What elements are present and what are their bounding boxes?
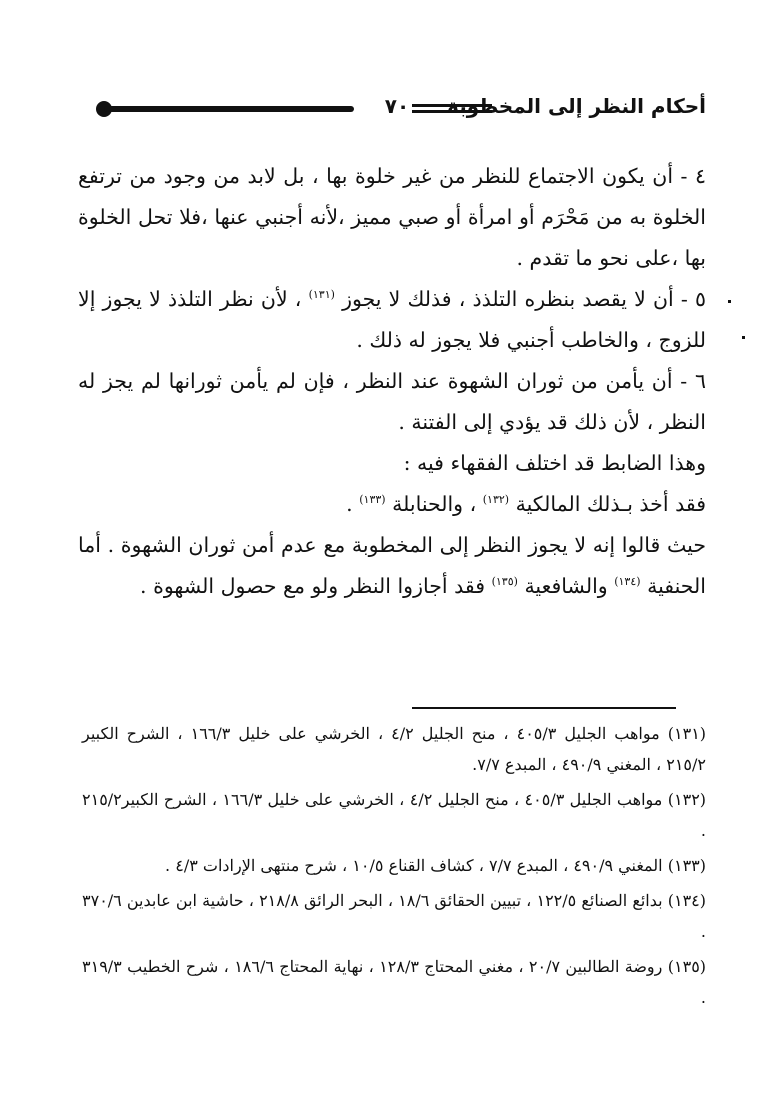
footnote-text: بدائع الصنائع ١٢٢/٥ ، تبيين الحقائق ١٨/٦ ، البحر الرائق ٢١٨/٨ ، حاشية ابن عابدين ٣٧٠/٦ .	[82, 891, 706, 941]
footnote-ref[interactable]: (١٣١)	[308, 288, 335, 302]
paragraph-text: فقد أجازوا النظر ولو مع حصول الشهوة .	[140, 574, 486, 598]
condition-4-paragraph	[78, 156, 706, 279]
paragraph-text: والشافعية	[524, 574, 608, 598]
page-number: ٧٠	[384, 94, 410, 118]
paragraph-text: ، لأن نظر التلذذ لا يجوز إلا للزوج ، والخاطب أجنبي فلا يجوز له ذلك .	[78, 287, 706, 352]
paragraph-text: ، والحنابلة	[392, 492, 477, 516]
footnote-separator	[412, 707, 676, 709]
footnote-134	[82, 885, 706, 947]
hanafi-shafii-paragraph	[78, 525, 706, 607]
condition-5-paragraph	[78, 279, 706, 361]
footnote-number: (١٣٢)	[667, 790, 707, 809]
footnote-ref[interactable]: (١٣٣)	[359, 493, 386, 507]
condition-6-paragraph	[78, 361, 706, 443]
footnote-ref[interactable]: (١٣٥)	[491, 575, 518, 589]
footnote-text: روضة الطالبين ٢٠/٧ ، مغني المحتاج ١٢٨/٣ ، نهاية المحتاج ١٨٦/٦ ، شرح الخطيب ٣١٩/٣ .	[82, 957, 706, 1007]
footnote-number: (١٣٣)	[667, 856, 706, 875]
paragraph-text: ٥ - أن لا يقصد بنظره التلذذ ، فذلك لا يجوز	[342, 287, 706, 311]
margin-mark	[728, 300, 731, 303]
disagreement-intro-paragraph	[78, 443, 706, 484]
footnote-number: (١٣١)	[667, 724, 707, 743]
paragraph-text: .	[346, 492, 353, 516]
footnote-text: مواهب الجليل ٤٠٥/٣ ، منح الجليل ٤/٢ ، الخرشي على خليل ١٦٦/٣ ، الشرح الكبير٢١٥/٢ .	[82, 790, 706, 840]
footnote-ref[interactable]: (١٣٤)	[614, 575, 641, 589]
running-header	[96, 88, 706, 128]
paragraph-text: وهذا الضابط قد اختلف الفقهاء فيه :	[403, 451, 706, 475]
footnote-text: مواهب الجليل ٤٠٥/٣ ، منح الجليل ٤/٢ ، الخرشي على خليل ١٦٦/٣ ، الشرح الكبير ٢١٥/٢ ، المغني ٤٩٠/٩ ، المبدع ٧/٧.	[82, 724, 706, 774]
paragraph-text: حيث قالوا إنه لا يجوز النظر إلى المخطوبة مع عدم أمن ثوران الشهوة . أما الحنفية	[78, 533, 706, 598]
paragraph-text: فقد أخذ بـذلك المالكية	[515, 492, 706, 516]
footnote-number: (١٣٥)	[667, 957, 707, 976]
paragraph-text: ٤ - أن يكون الاجتماع للنظر من غير خلوة بها ، بل لابد من وجود من ترتفع الخلوة به من مَحْرَم أو امرأة أو صبي مميز ،لأنه أجنبي عنها ،فلا تحل الخلوة بها ،على نحو ما تقدم .	[78, 164, 706, 270]
footnote-133	[82, 850, 706, 881]
footnote-131	[82, 718, 706, 780]
footnotes	[82, 718, 706, 1017]
header-rule-left	[104, 106, 354, 112]
footnote-number: (١٣٤)	[667, 891, 706, 910]
main-text	[78, 156, 706, 607]
footnote-132	[82, 784, 706, 846]
footnote-ref[interactable]: (١٣٢)	[482, 493, 510, 507]
footnote-135	[82, 951, 706, 1013]
footnote-text: المغني ٤٩٠/٩ ، المبدع ٧/٧ ، كشاف القناع ١٠/٥ ، شرح منتهى الإرادات ٤/٣ .	[165, 856, 663, 875]
book-title: أحكام النظر إلى المخطوبة	[447, 94, 706, 118]
paragraph-text: ٦ - أن يأمن من ثوران الشهوة عند النظر ، فإن لم يأمن ثورانها لم يجز له النظر ، لأن ذلك قد يؤدي إلى الفتنة .	[78, 369, 706, 434]
maliki-hanbali-paragraph	[78, 484, 706, 525]
margin-mark	[742, 336, 745, 339]
